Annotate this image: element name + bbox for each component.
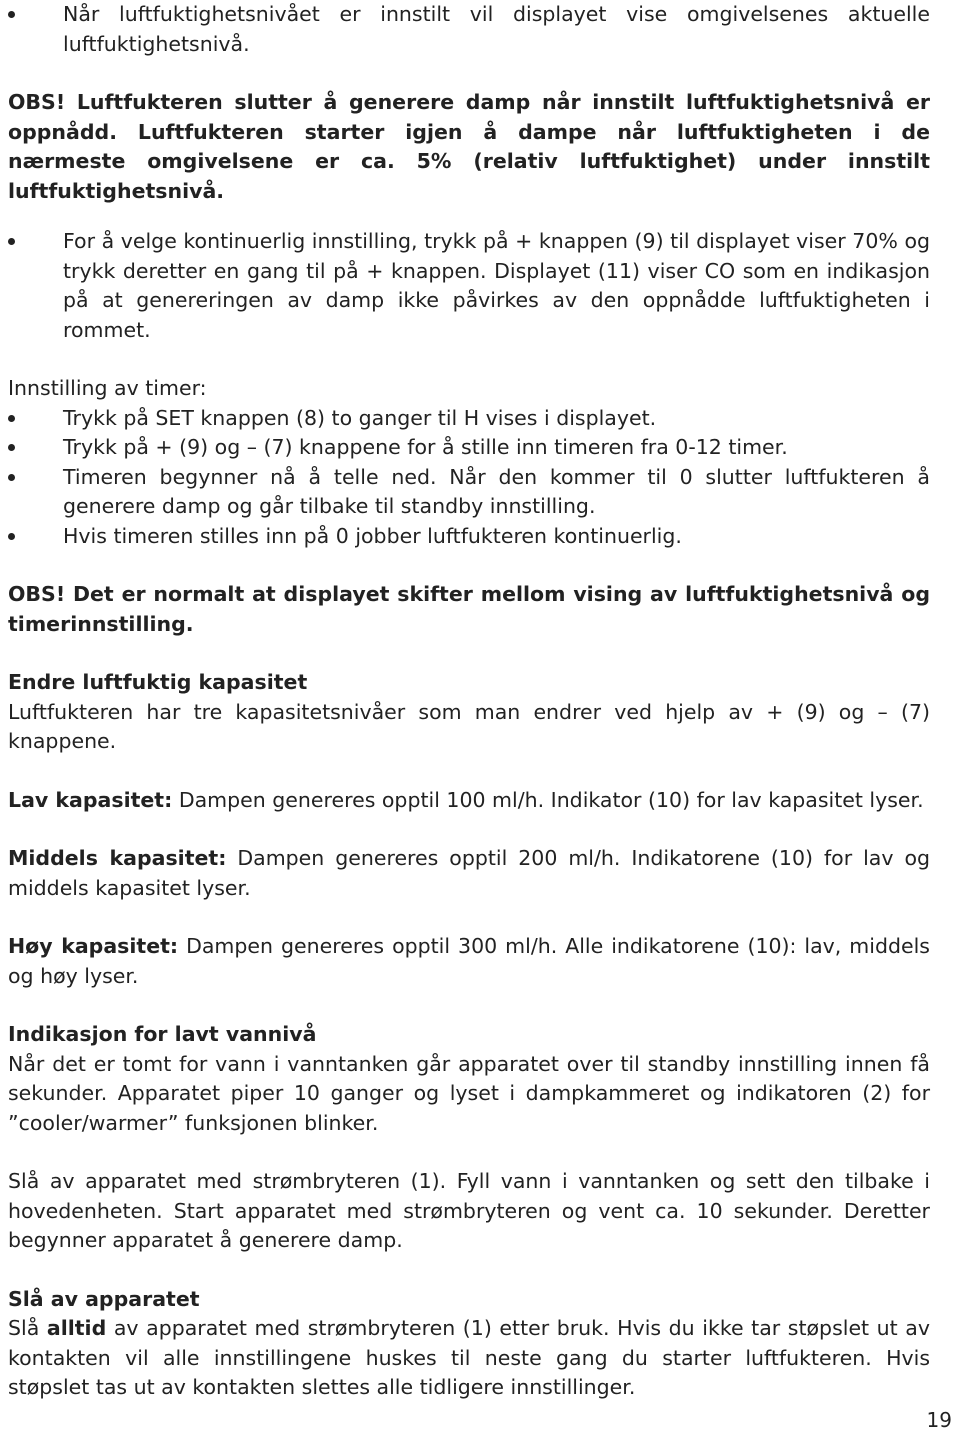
page-number: 19	[926, 1408, 952, 1432]
section-heading-water: Indikasjon for lavt vannivå	[8, 1022, 317, 1046]
list-item: Trykk på SET knappen (8) to ganger til H vises i displayet.	[8, 404, 930, 434]
timer-steps-list	[8, 404, 930, 552]
water-paragraph-1: Når det er tomt for vann i vanntanken går apparatet over til standby innstilling innen få sekunder. Apparatet piper 10 ganger og lyset i dampkammeret og indikatoren (2) for ”cooler/warmer” funksjonen blinker.	[8, 1051, 930, 1135]
continuous-setting-list	[8, 227, 930, 345]
obs-text: Luftfukteren slutter å generere damp når innstilt luftfuktighetsnivå er oppnådd. Luftfukteren starter igjen å dampe når luftfuktigheten i de nærmeste omgivelsene er ca. 5% (relativ luftfuktighet) under innstilt luftfuktighetsnivå.	[8, 90, 930, 203]
obs-label: OBS!	[8, 90, 66, 114]
list-item: Timeren begynner nå å telle ned. Når den kommer til 0 slutter luftfukteren å generere damp og går tilbake til standby innstilling.	[8, 463, 930, 522]
bullet-icon	[8, 11, 15, 18]
water-paragraph-2: Slå av apparatet med strømbryteren (1). Fyll vann i vanntanken og sett den tilbake i hovedenheten. Start apparatet med strømbryteren og vent ca. 10 sekunder. Deretter begynner apparatet å generere damp.	[8, 1169, 930, 1252]
section-heading-off: Slå av apparatet	[8, 1286, 200, 1311]
capacity-low-text: Dampen genereres opptil 100 ml/h. Indikator (10) for lav kapasitet lyser.	[172, 787, 924, 812]
manual-page	[8, 0, 930, 1403]
bullet-icon	[8, 415, 15, 422]
bullet-icon	[8, 533, 15, 540]
off-paragraph: Slå alltid av apparatet med strømbryteren (1) etter bruk. Hvis du ikke tar støpslet ut av kontakten vil alle innstillingene huskes til neste gang du starter luftfukteren. Hvis støpslet tas ut av kontakten slettes alle tidligere innstillinger.	[8, 1316, 930, 1399]
capacity-high	[8, 932, 930, 991]
capacity-intro: Luftfukteren har tre kapasitetsnivåer som man endrer ved hjelp av + (9) og – (7) knappene.	[8, 699, 930, 753]
timer-intro: Innstilling av timer:	[8, 376, 207, 400]
emphasis-always: alltid	[46, 1316, 107, 1340]
obs-label: OBS!	[8, 582, 66, 606]
list-item: Hvis timeren stilles inn på 0 jobber luftfukteren kontinuerlig.	[8, 522, 930, 552]
capacity-high-label: Høy kapasitet:	[8, 934, 179, 958]
capacity-medium-label: Middels kapasitet:	[8, 846, 227, 870]
obs-note-humidity	[8, 88, 930, 206]
humidity-display-list	[8, 0, 930, 59]
capacity-low	[8, 786, 930, 816]
capacity-medium-text: Dampen genereres opptil 200 ml/h. Indikatorene (10) for lav og middels kapasitet lyser.	[8, 846, 930, 900]
obs-note-display	[8, 580, 930, 639]
list-item: Trykk på + (9) og – (7) knappene for å stille inn timeren fra 0-12 timer.	[8, 433, 930, 463]
list-item: Når luftfuktighetsnivået er innstilt vil displayet vise omgivelsenes aktuelle luftfuktighetsnivå.	[8, 0, 930, 59]
bullet-icon	[8, 238, 15, 245]
capacity-medium	[8, 844, 930, 903]
bullet-icon	[8, 474, 15, 481]
capacity-low-label: Lav kapasitet:	[8, 787, 173, 812]
bullet-icon	[8, 444, 15, 451]
capacity-high-text: Dampen genereres opptil 300 ml/h. Alle indikatorene (10): lav, middels og høy lyser.	[8, 934, 930, 988]
section-heading-capacity: Endre luftfuktig kapasitet	[8, 670, 308, 694]
list-item: For å velge kontinuerlig innstilling, trykk på + knappen (9) til displayet viser 70% og trykk deretter en gang til på + knappen. Displayet (11) viser CO som en indikasjon på at genereringen av damp ikke påvirkes av den oppnådde luftfuktigheten i rommet.	[8, 227, 930, 345]
obs-text: Det er normalt at displayet skifter mellom vising av luftfuktighetsnivå og timerinnstilling.	[8, 582, 930, 636]
